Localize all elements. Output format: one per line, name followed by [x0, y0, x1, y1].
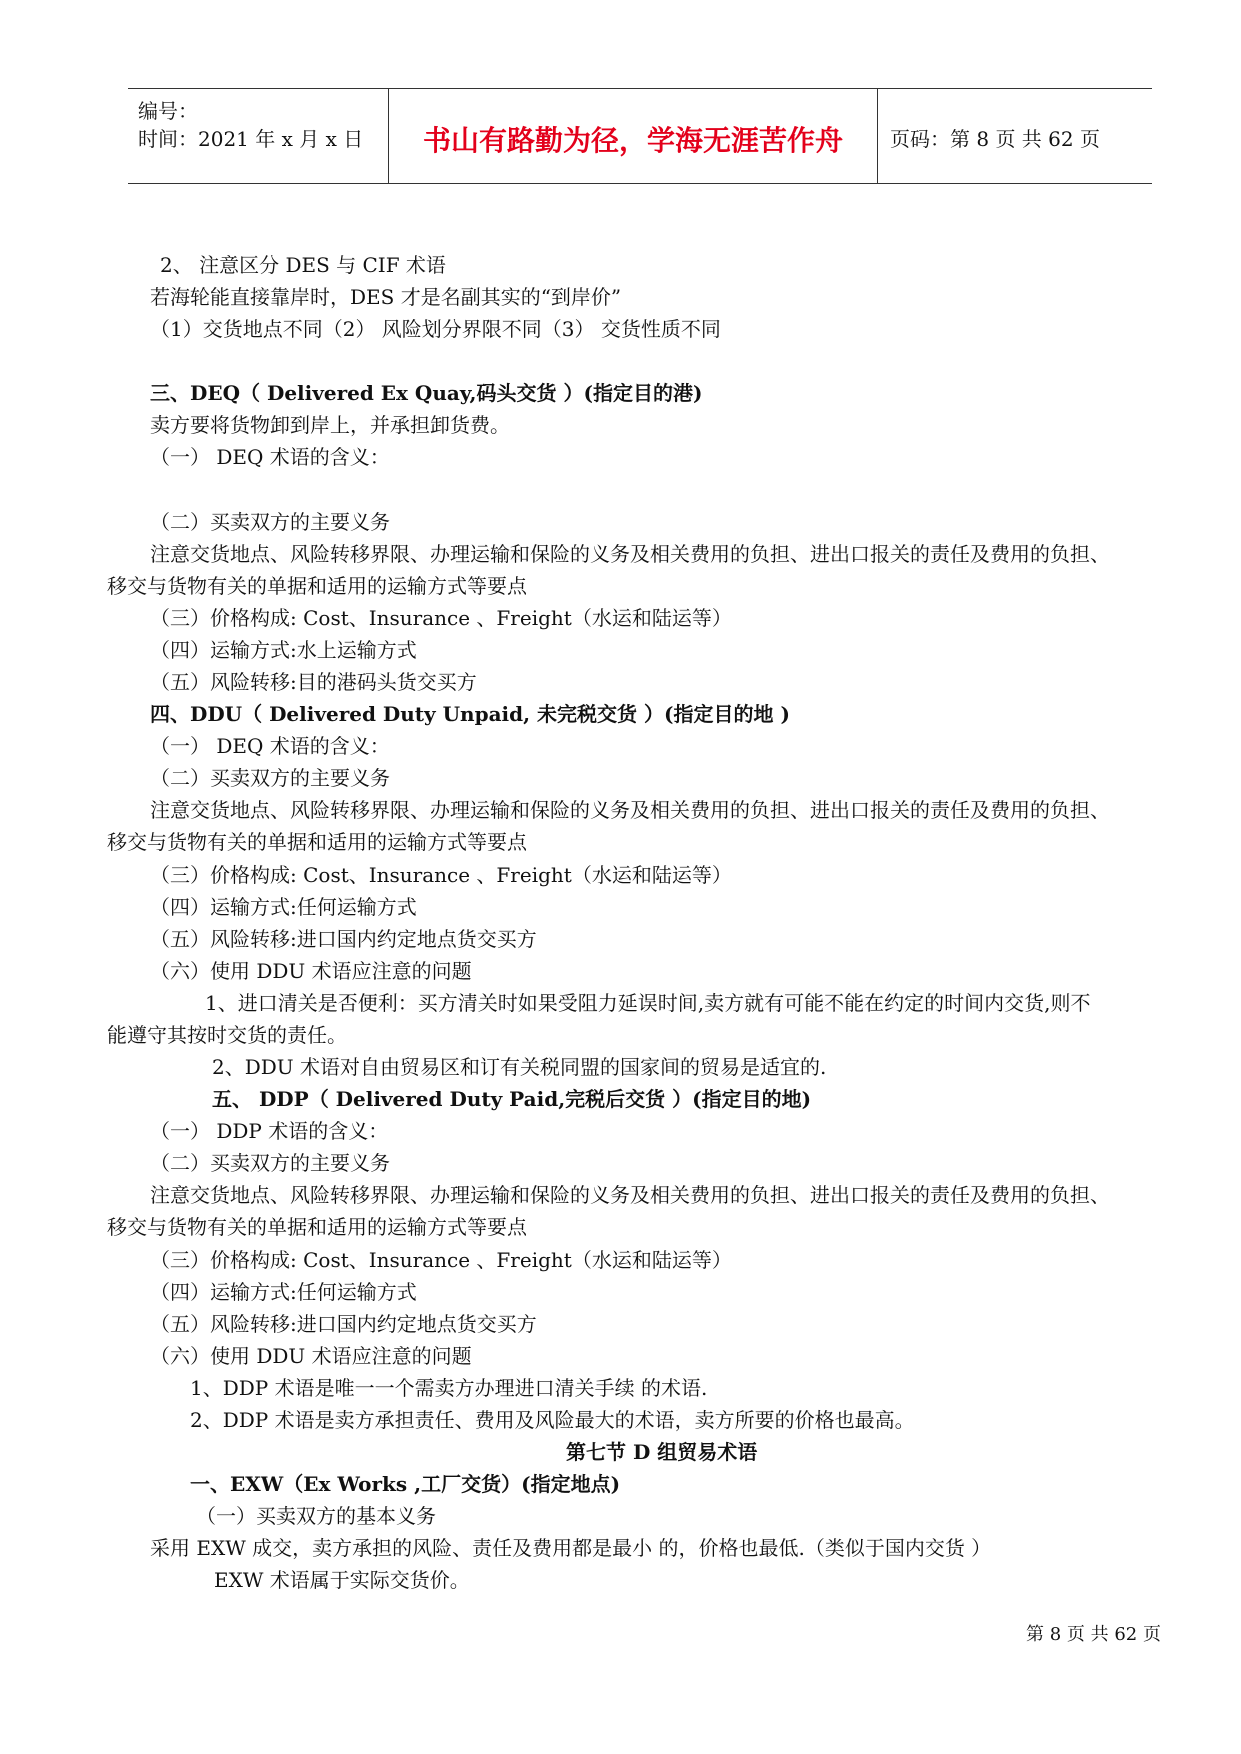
- body-line: （五）风险转移:进口国内约定地点货交买方: [150, 927, 537, 951]
- body-line: 1、进口清关是否便利：买方清关时如果受阻力延误时间,卖方就有可能不能在约定的时间内交货,则不: [205, 991, 1091, 1015]
- section-heading: 四、DDU（ Delivered Duty Unpaid, 未完税交货 ）(指定目的地 ): [150, 702, 790, 726]
- body-line: （三）价格构成: Cost、Insurance 、Freight（水运和陆运等）: [150, 606, 732, 630]
- body-line: 卖方要将货物卸到岸上，并承担卸货费。: [150, 413, 510, 437]
- body-line: （三）价格构成: Cost、Insurance 、Freight（水运和陆运等）: [150, 1248, 732, 1272]
- document-date-label: 时间：2021 年 x 月 x 日: [138, 127, 364, 151]
- body-line: 2、 注意区分 DES 与 CIF 术语: [160, 253, 446, 277]
- body-line: （六）使用 DDU 术语应注意的问题: [150, 1344, 472, 1368]
- body-line: （一） DDP 术语的含义：: [150, 1119, 389, 1143]
- body-line: 注意交货地点、风险转移界限、办理运输和保险的义务及相关费用的负担、进出口报关的责任及费用的负担、: [150, 1183, 1110, 1207]
- body-line: 移交与货物有关的单据和适用的运输方式等要点: [107, 830, 527, 854]
- section-heading: 五、 DDP（ Delivered Duty Paid,完税后交货 ）(指定目的地): [212, 1087, 812, 1111]
- header-meta-cell: [128, 89, 388, 183]
- header-page-info: 页码：第 8 页 共 62 页: [890, 127, 1100, 151]
- body-line: （一） DEQ 术语的含义：: [150, 445, 390, 469]
- section-heading: 一、EXW（Ex Works ,工厂交货）(指定地点): [190, 1472, 621, 1496]
- body-line: （五）风险转移:进口国内约定地点货交买方: [150, 1312, 537, 1336]
- body-line: 移交与货物有关的单据和适用的运输方式等要点: [107, 574, 527, 598]
- body-line: （二）买卖双方的主要义务: [150, 510, 390, 534]
- header-motto-cell: [388, 89, 878, 183]
- body-line: （四）运输方式:任何运输方式: [150, 895, 417, 919]
- page-footer: 第 8 页 共 62 页: [1026, 1624, 1161, 1645]
- body-line: 若海轮能直接靠岸时，DES 才是名副其实的“到岸价”: [150, 285, 622, 309]
- body-line: 2、DDP 术语是卖方承担责任、费用及风险最大的术语，卖方所要的价格也最高。: [190, 1408, 915, 1432]
- body-line: （三）价格构成: Cost、Insurance 、Freight（水运和陆运等）: [150, 863, 732, 887]
- body-line: 1、DDP 术语是唯一一个需卖方办理进口清关手续 的术语.: [190, 1376, 708, 1400]
- body-line: （二）买卖双方的主要义务: [150, 766, 390, 790]
- body-line: 能遵守其按时交货的责任。: [107, 1023, 347, 1047]
- body-line: EXW 术语属于实际交货价。: [214, 1568, 470, 1592]
- body-line: 移交与货物有关的单据和适用的运输方式等要点: [107, 1215, 527, 1239]
- body-line: （四）运输方式:水上运输方式: [150, 638, 417, 662]
- body-line: （一） DEQ 术语的含义：: [150, 734, 390, 758]
- body-line: 2、DDU 术语对自由贸易区和订有关税同盟的国家间的贸易是适宜的.: [212, 1055, 827, 1079]
- section-heading: 第七节 D 组贸易术语: [566, 1440, 758, 1464]
- body-line: 采用 EXW 成交，卖方承担的风险、责任及费用都是最小 的，价格也最低.（类似于国内交货 ）: [150, 1536, 992, 1560]
- body-line: （1）交货地点不同（2） 风险划分界限不同（3） 交货性质不同: [150, 317, 721, 341]
- page-header: [128, 88, 1152, 184]
- body-line: 注意交货地点、风险转移界限、办理运输和保险的义务及相关费用的负担、进出口报关的责任及费用的负担、: [150, 542, 1110, 566]
- header-motto: 书山有路勤为径，学海无涯苦作舟: [422, 124, 843, 157]
- body-line: （六）使用 DDU 术语应注意的问题: [150, 959, 472, 983]
- body-line: （四）运输方式:任何运输方式: [150, 1280, 417, 1304]
- body-line: 注意交货地点、风险转移界限、办理运输和保险的义务及相关费用的负担、进出口报关的责任及费用的负担、: [150, 798, 1110, 822]
- section-heading: 三、DEQ（ Delivered Ex Quay,码头交货 ）(指定目的港): [150, 381, 703, 405]
- body-line: （二）买卖双方的主要义务: [150, 1151, 390, 1175]
- body-line: （五）风险转移:目的港码头货交买方: [150, 670, 477, 694]
- body-line: （一）买卖双方的基本义务: [196, 1504, 436, 1528]
- document-number-label: 编号：: [138, 99, 198, 123]
- header-page-cell: [878, 89, 1152, 183]
